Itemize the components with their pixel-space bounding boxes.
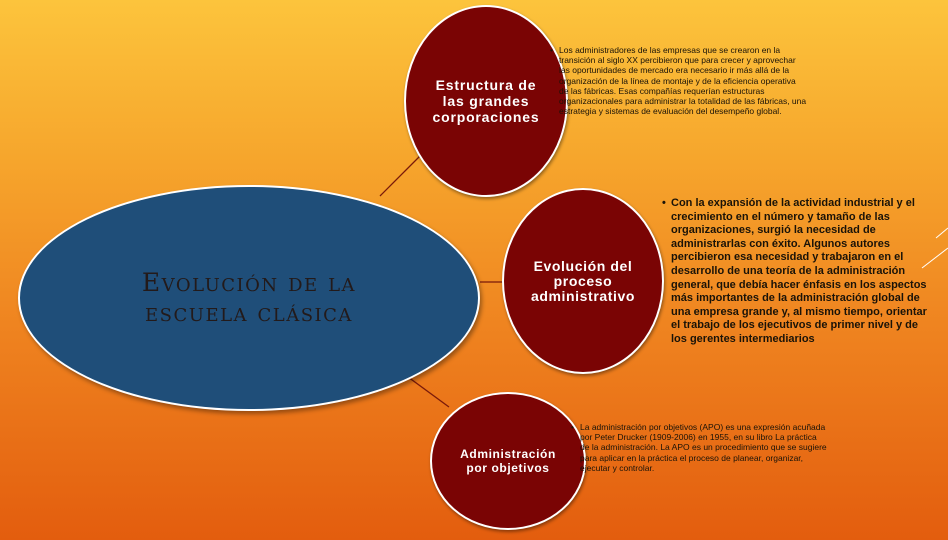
center-ellipse (18, 185, 480, 411)
description-evolucion: • Con la expansión de la actividad industrial y el crecimiento en el número y tamaño de las organizaciones, surgió la necesidad de administrarlas con éxito. Algunos autores percibieron esa necesidad y trabajaron en el desarrollo de una teoría de la administración general, que debía hacer énfasis en los aspectos más importantes de la administración global de una empresa grande y, al mismo tiempo, orientar el trabajo de los ejecutivos de primer nivel y de los gerentes intermediarios (662, 197, 927, 345)
description-apo: • La administración por objetivos (APO) es una expresión acuñada por Peter Drucker (1909-2006) en 1955, en su libro La práctica de la administración. La APO es un procedimiento que se sugiere para aplicar en la práctica el proceso de planear, organizar, ejecutar y controlar. (571, 422, 827, 473)
branch-ellipse-evolucion (502, 188, 664, 374)
branch-title-estructura: Estructura de las grandes corporaciones (432, 77, 540, 125)
bullet-marker: • (571, 422, 574, 432)
description-estructura: • Los administradores de las empresas que se crearon en la transición al siglo XX percibieron que para crecer y aprovechar las oportunidades de mercado era necesario ir más allá de la organización de la línea de montaje y de la eficiencia operativa de las fábricas. Esas compañías requerían estructuras organizacionales para administrar la totalidad de las fábricas, una estrategia y sistemas de evaluación del desempeño global. (550, 45, 807, 117)
center-title: Evolución de la escuela clásica (141, 268, 357, 327)
bullet-marker: • (550, 45, 553, 55)
branch-title-apo: Administración por objetivos (460, 447, 556, 475)
edge-decoration (936, 228, 948, 238)
bullet-marker: • (662, 197, 666, 209)
branch-title-evolucion: Evolución del proceso administrativo (530, 257, 636, 304)
branch-ellipse-apo (430, 392, 586, 530)
branch-ellipse-estructura (404, 5, 568, 197)
connector-line-1 (380, 153, 423, 196)
